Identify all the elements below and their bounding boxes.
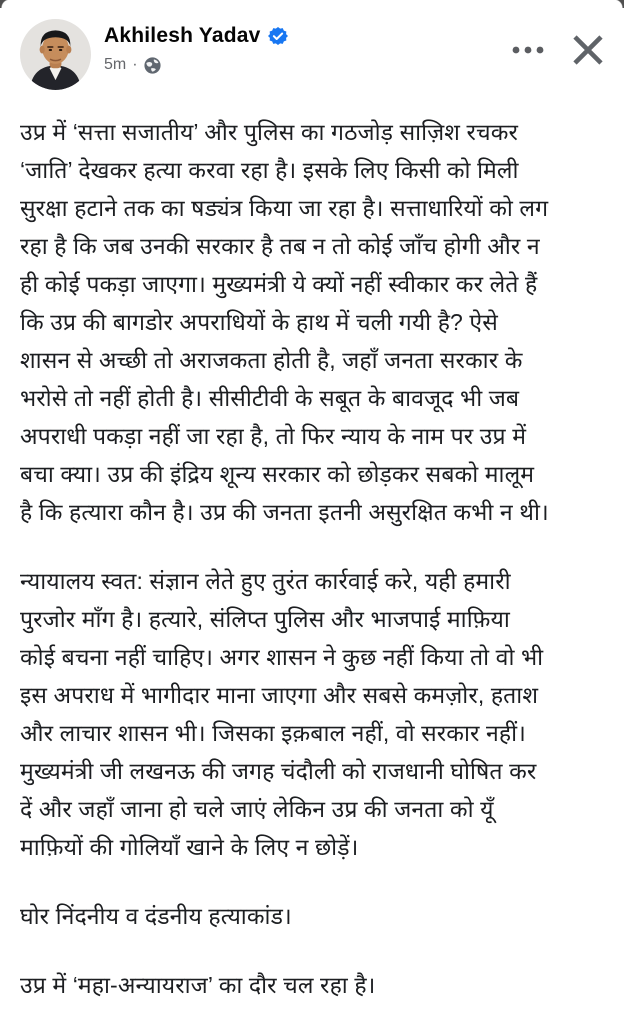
post-paragraph	[20, 966, 606, 1004]
post-paragraph	[20, 113, 606, 531]
globe-public-icon	[144, 57, 161, 74]
post-line: शासन से अच्छी तो अराजकता होती है, जहाँ जनता सरकार के	[20, 347, 523, 373]
close-button[interactable]	[570, 32, 606, 68]
post-line: कोई बचना नहीं चाहिए। अगर शासन ने कुछ नहीं किया तो वो भी	[20, 644, 544, 670]
verified-badge-icon	[268, 26, 288, 46]
post-line: उप्र में ‘सत्ता सजातीय’ और पुलिस का गठजोड़ साज़िश रचकर	[20, 119, 519, 145]
post-line: उप्र में ‘महा-अन्यायराज’ का दौर चल रहा है।	[20, 972, 376, 998]
post-header	[0, 0, 624, 90]
profile-avatar[interactable]	[20, 19, 91, 90]
header-actions	[510, 19, 606, 68]
post-line: अपराधी पकड़ा नहीं जा रहा है, तो फिर न्याय के नाम पर उप्र में	[20, 423, 527, 449]
name-row	[104, 24, 510, 48]
meta-separator: ·	[132, 56, 138, 73]
header-info	[104, 19, 510, 74]
post-line: भरोसे तो नहीं होती है। सीसीटीवी के सबूत के बावजूद भी जब	[20, 385, 520, 411]
post-line: कि उप्र की बागडोर अपराधियों के हाथ में चली गयी है? ऐसे	[20, 309, 498, 335]
post-line: इस अपराध में भागीदार माना जाएगा और सबसे कमज़ोर, हताश	[20, 682, 539, 708]
post-line: पुरजोर माँग है। हत्यारे, संलिप्त पुलिस और भाजपाई माफ़िया	[20, 606, 510, 632]
post-line: घोर निंदनीय व दंडनीय हत्याकांड।	[20, 903, 292, 929]
post-paragraph	[20, 897, 606, 935]
post-line: बचा क्या। उप्र की इंद्रिय शून्य सरकार को छोड़कर सबको मालूम	[20, 461, 535, 487]
three-dots-menu-icon	[510, 40, 546, 60]
post-line: दें और जहाँ जाना हो चले जाएं लेकिन उप्र की जनता को यूँ	[20, 796, 494, 822]
post-line: माफ़ियों की गोलियाँ खाने के लिए न छोड़ें।	[20, 834, 359, 860]
timestamp: 5m	[104, 56, 127, 73]
post-line: ‘जाति’ देखकर हत्या करवा रहा है। इसके लिए किसी को मिली	[20, 157, 519, 183]
post-line: रहा है कि जब उनकी सरकार है तब न तो कोई जाँच होगी और न	[20, 233, 540, 259]
post-paragraph	[20, 562, 606, 866]
post-line: और लाचार शासन भी। जिसका इक़बाल नहीं, वो सरकार नहीं।	[20, 720, 526, 746]
post-meta	[104, 56, 510, 74]
post-text	[0, 90, 624, 1004]
post-line: ही कोई पकड़ा जाएगा। मुख्यमंत्री ये क्यों नहीं स्वीकार कर लेते हैं	[20, 271, 538, 297]
profile-name[interactable]: Akhilesh Yadav	[104, 24, 261, 47]
post-line: सुरक्षा हटाने तक का षड्यंत्र किया जा रहा है। सत्ताधारियों को लग	[20, 195, 549, 221]
close-x-icon	[570, 32, 606, 68]
post-line: है कि हत्यारा कौन है। उप्र की जनता इतनी असुरक्षित कभी न थी।	[20, 499, 549, 525]
more-options-button[interactable]	[510, 40, 546, 60]
post-line: न्यायालय स्वत: संज्ञान लेते हुए तुरंत कार्रवाई करे, यही हमारी	[20, 568, 511, 594]
avatar-image	[20, 19, 91, 90]
post-line: मुख्यमंत्री जी लखनऊ की जगह चंदौली को राजधानी घोषित कर	[20, 758, 537, 784]
